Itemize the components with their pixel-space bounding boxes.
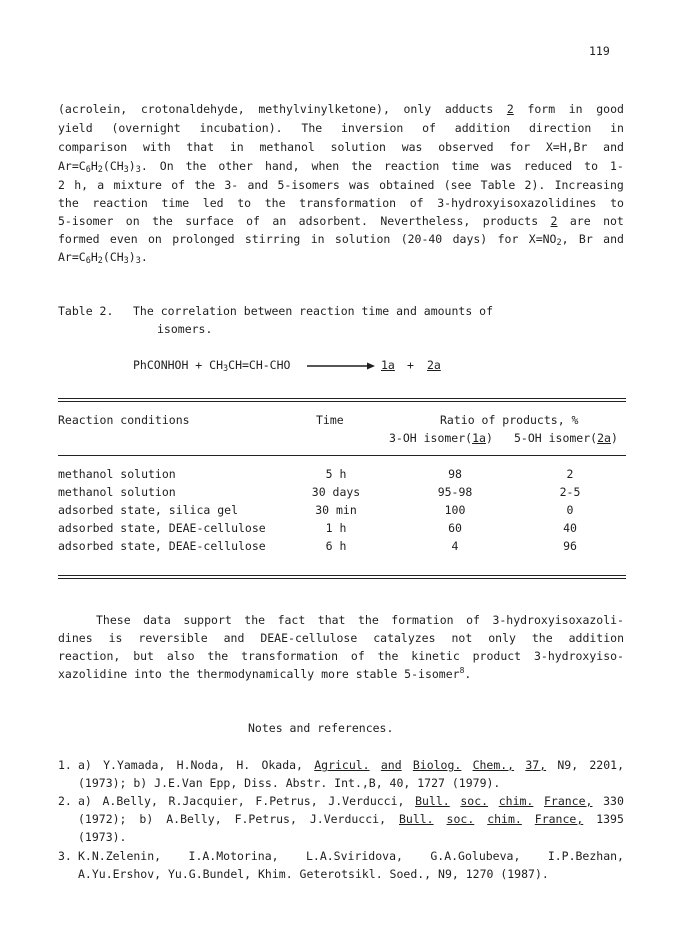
table-top-rule (58, 398, 626, 399)
formula-ar: $Ar=C_6H_2(CH_3)_3$. (58, 159, 148, 175)
reaction-arrow-icon (307, 360, 375, 372)
ref-line: a) Y.Yamada, H.Noda, H. Okada, Agricul. and Biolog. Chem., 37, N9, 2201, (78, 758, 624, 772)
p2-line-2: dines is reversible and DEAE-cellulose catalyzes not only the addition (58, 631, 624, 645)
cell-condition: methanol solution (58, 485, 176, 499)
cell-time: 6 h (325, 539, 347, 553)
reaction-product-2a: 2a (427, 358, 441, 372)
table-caption-line-2: isomers. (157, 322, 213, 336)
ref-line: K.N.Zelenin, I.A.Motorina, L.A.Sviridova, G.A.Golubeva, I.P.Bezhan, (78, 849, 624, 863)
cell-3oh: 100 (444, 503, 466, 517)
p2-line-4: xazolidine into the thermodynamically more stable 5-isomer$^8$. (58, 666, 472, 681)
cell-5oh: 2 (566, 467, 574, 481)
header-ratio: Ratio of products, % (440, 413, 579, 427)
reaction-plus: + (407, 358, 414, 372)
cell-5oh: 40 (563, 521, 577, 535)
p1-line-9: $Ar=C_6H_2(CH_3)_3$. (58, 250, 148, 266)
reaction-reactants: PhCONHOH + $CH_3CH=CH$-CHO (133, 358, 291, 374)
p2-line-1: These data support the fact that the formation of 3-hydroxyisoxazoli- (96, 613, 624, 627)
cell-time: 5 h (325, 467, 347, 481)
header-5oh: 5-OH isomer(2a) (514, 431, 618, 445)
cell-time: 1 h (325, 521, 347, 535)
cell-3oh: 4 (451, 539, 459, 553)
reaction-product-1a: 1a (381, 358, 395, 372)
ref-line: (1973). (78, 830, 127, 844)
p2-line-3: reaction, but also the transformation of the kinetic product 3-hydroxyiso- (58, 649, 624, 663)
p1-line-5: 2 h, a mixture of the 3- and 5-isomers was obtained (see Table 2). Increasing (58, 178, 624, 192)
p1-line-1: (acrolein, crotonaldehyde, methylvinylketone), only adducts 2 form in good (58, 102, 624, 116)
cell-condition: adsorbed state, silica gel (58, 503, 239, 517)
cell-time: 30 days (311, 485, 361, 499)
ref-line: (1972); b) A.Belly, F.Petrus, J.Verducci, Bull. soc. chim. France, 1395 (78, 812, 624, 826)
p1-line-6: the reaction time led to the transformation of 3-hydroxyisoxazolidines to (58, 196, 624, 210)
cell-condition: adsorbed state, DEAE-cellulose (58, 539, 266, 553)
p1-line-4: $Ar=C_6H_2(CH_3)_3$. On the other hand, when the reaction time was reduced to 1- (58, 159, 624, 175)
cell-3oh: 60 (448, 521, 462, 535)
cell-3oh: 98 (448, 467, 462, 481)
table-bottom-rule-2 (58, 578, 626, 579)
table-caption-line-1: The correlation between reaction time and amounts of (133, 304, 494, 318)
header-time: Time (316, 413, 344, 427)
cell-condition: adsorbed state, DEAE-cellulose (58, 521, 266, 535)
cell-5oh: 2-5 (559, 485, 581, 499)
table-caption-label: Table 2. (58, 304, 114, 318)
cell-3oh: 95-98 (437, 485, 473, 499)
ref-line: a) A.Belly, R.Jacquier, F.Petrus, J.Verducci, Bull. soc. chim. France, 330 (78, 794, 624, 808)
p1-line-8: formed even on prolonged stirring in solution (20-40 days) for $X=NO_2$, Br and (58, 232, 624, 248)
ref-line: A.Yu.Ershov, Yu.G.Bundel, Khim. Geterotsikl. Soed., N9, 1270 (1987). (78, 867, 549, 881)
ref-number: 1. (58, 758, 72, 772)
formula-no2: $X=NO_2$, (528, 232, 569, 248)
cell-5oh: 96 (563, 539, 577, 553)
ref-number: 3. (58, 849, 72, 863)
p1-line-3: comparison with that in methanol solution was observed for X=H,Br and (58, 140, 624, 154)
ref-line: (1973); b) J.E.Van Epp, Diss. Abstr. Int.,B, 40, 1727 (1979). (78, 776, 501, 790)
ref-number: 2. (58, 794, 72, 808)
notes-heading: Notes and references. (248, 721, 394, 735)
header-conditions: Reaction conditions (58, 413, 190, 427)
p1-line-7: 5-isomer on the surface of an adsorbent. Nevertheless, products 2 are not (58, 214, 624, 228)
page-number: 119 (589, 44, 610, 58)
header-3oh: 3-OH isomer(1a) (389, 431, 493, 445)
table-bottom-rule (58, 575, 626, 576)
table-top-rule-2 (58, 401, 626, 402)
table-header-rule (58, 455, 626, 456)
cell-condition: methanol solution (58, 467, 176, 481)
cell-5oh: 0 (566, 503, 574, 517)
cell-time: 30 min (315, 503, 357, 517)
p1-line-2: yield (overnight incubation). The inversion of addition direction in (58, 121, 624, 135)
